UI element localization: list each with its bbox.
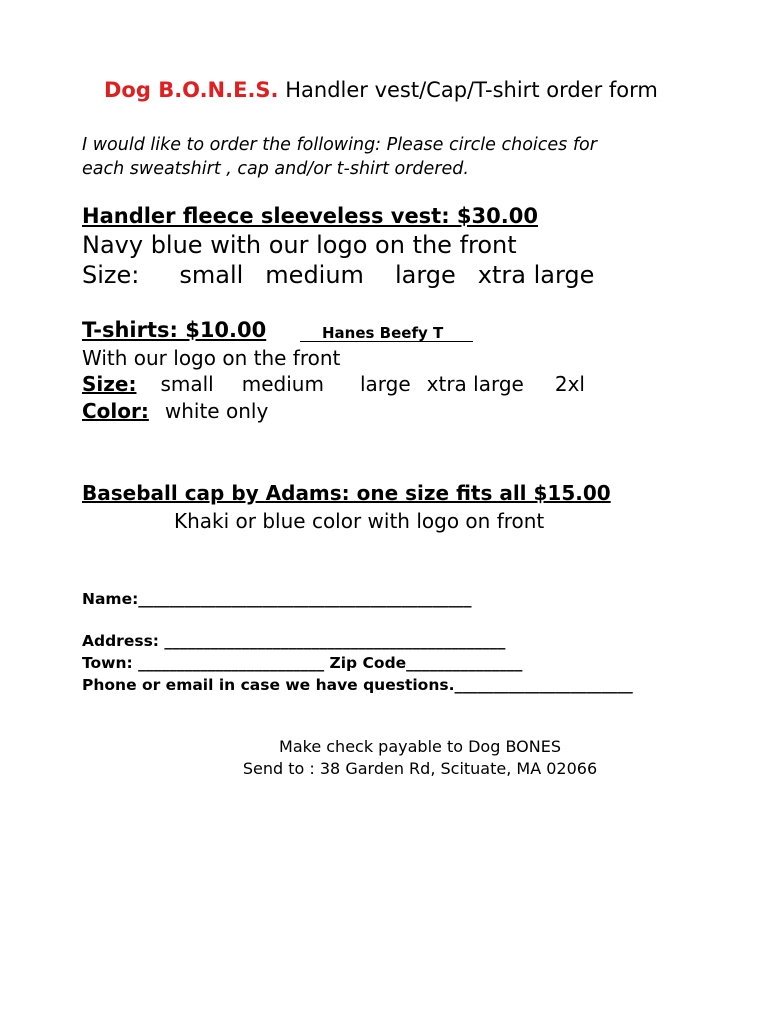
name-field[interactable]: Name:___________________________________________ bbox=[82, 590, 472, 608]
intro-line-1: I would like to order the following: Please circle choices for bbox=[82, 135, 597, 155]
address-field[interactable]: Address: ____________________________________________ bbox=[82, 632, 506, 650]
tshirt-size-options bbox=[82, 372, 585, 396]
tshirt-heading: T-shirts: $10.00 bbox=[82, 318, 267, 342]
tshirt-size-xtra-large[interactable]: xtra large bbox=[426, 372, 524, 396]
tshirt-color-row bbox=[82, 399, 268, 423]
vest-size-options bbox=[82, 261, 594, 289]
form-title bbox=[104, 78, 658, 102]
tshirt-size-small[interactable]: small bbox=[160, 372, 214, 396]
mailing-address: Send to : 38 Garden Rd, Scituate, MA 02066 bbox=[242, 759, 598, 778]
tshirt-size-2xl[interactable]: 2xl bbox=[554, 372, 585, 396]
brand-name: Dog B.O.N.E.S. bbox=[104, 78, 279, 102]
vest-size-xtra-large[interactable]: xtra large bbox=[477, 261, 595, 289]
vest-description: Navy blue with our logo on the front bbox=[82, 231, 517, 259]
tshirt-color-label: Color: bbox=[82, 399, 149, 423]
vest-size-label: Size: bbox=[82, 261, 140, 289]
vest-size-medium[interactable]: medium bbox=[265, 261, 364, 289]
tshirt-description: With our logo on the front bbox=[82, 346, 341, 370]
vest-heading: Handler fleece sleeveless vest: $30.00 bbox=[82, 204, 538, 228]
tshirt-brand: Hanes Beefy T bbox=[322, 324, 444, 342]
phone-email-field[interactable]: Phone or email in case we have questions._______________________ bbox=[82, 676, 633, 694]
title-text: Handler vest/Cap/T-shirt order form bbox=[278, 78, 658, 102]
town-zip-field[interactable]: Town: ________________________ Zip Code_______________ bbox=[82, 654, 523, 672]
vest-size-large[interactable]: large bbox=[394, 261, 456, 289]
tshirt-size-large[interactable]: large bbox=[359, 372, 411, 396]
vest-size-small[interactable]: small bbox=[179, 261, 244, 289]
intro-line-2: each sweatshirt , cap and/or t-shirt ordered. bbox=[82, 159, 469, 179]
tshirt-size-medium[interactable]: medium bbox=[241, 372, 324, 396]
cap-heading: Baseball cap by Adams: one size fits all $15.00 bbox=[82, 481, 611, 505]
tshirt-size-label: Size: bbox=[82, 372, 137, 396]
tshirt-brand-underline bbox=[300, 341, 473, 342]
tshirt-color-value[interactable]: white only bbox=[164, 399, 269, 423]
cap-description: Khaki or blue color with logo on front bbox=[174, 509, 545, 533]
payment-instruction: Make check payable to Dog BONES bbox=[279, 737, 561, 756]
intro-text bbox=[82, 133, 597, 181]
